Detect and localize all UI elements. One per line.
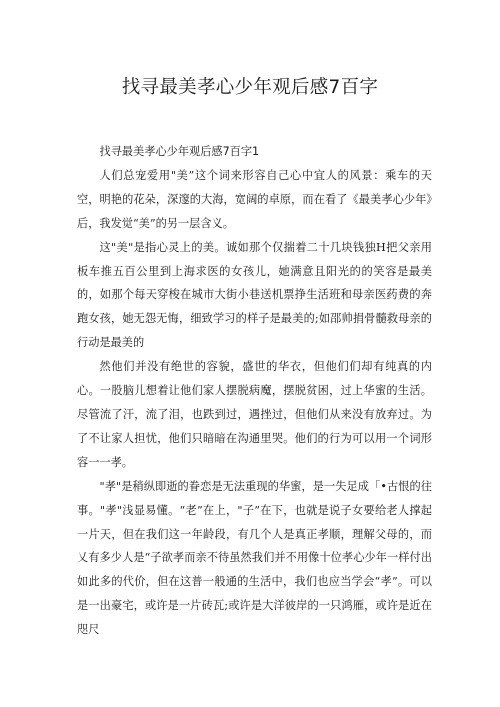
paragraph-1: 人们总宠爱用"美”这个词来形容自己心中宜人的风景：乘车的天空，明艳的花朵，深邃的大海，宽阔的卓原，而在看了《最美孝心少年》后，我发觉“美”的另一层含义。 xyxy=(77,168,432,230)
paragraph-3: 然他们并没有绝世的容貌，盛世的华衣，但他们们却有纯真的内心。一股脑儿想着让他们家人摆脱病魔，摆脱贫困，过上华蜜的生活。尽管流了汗，流了泪，也跌到过，遇挫过，但他们从来没有放弃过。为了不让家人担忧，他们只暗暗在沟通里哭。他们的行为可以用一个词形容一一孝。 xyxy=(77,360,432,469)
paragraph-4: "孝"是稍纵即逝的眷恋是无法重现的华蜜，是一失足成「•古恨的往事。"孝"浅显易懂。“老”在上，"子”在下，也就是说子女要给老人撑起一片天，但在我们这一年龄段，有几个人是真正孝顺，理解父母的，而乂有多少人是“子欲孝而亲不待虽然我们并不用像十位孝心少年一样付出如此多的代价，但在这普一般通的生活中，我们也应当学会“孝”。可以是一出豪宅，或许是一片砖瓦;或许是大洋彼岸的一只鸿雁，或许是近在咫尺 xyxy=(77,479,432,637)
section-subtitle: 找寻最美孝心少年观后感7百字1 xyxy=(99,145,260,158)
paragraph-2: 这"美"是指心灵上的美。诚如那个仅揣着二十几块钱独H把父亲用板车推五百公里到上海求医的女孩儿，她满意且阳光的的笑容是最美的，如那个每天穿梭在城市大街小巷送机票挣生活班和母亲医药费的奔跑女孩，她无怨无悔，细致学习的样子是最美的;如邵帅捐骨髓救母亲的行动是最美的 xyxy=(77,240,432,350)
document-body xyxy=(77,140,432,642)
document-title: 找寻最美孝心少年观后感7百字 xyxy=(121,77,379,98)
